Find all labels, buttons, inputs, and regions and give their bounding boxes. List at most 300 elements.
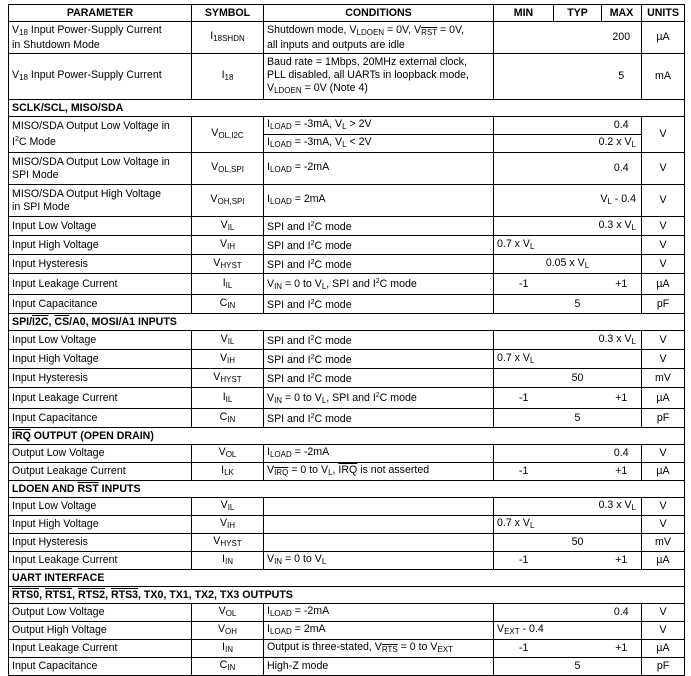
cond-sup: 2 [310,413,315,420]
param-text: I [12,136,15,148]
param-cell: Input Low Voltage [9,498,192,516]
symbol-sub: IL [227,336,235,346]
cond-text: < 2V [346,136,372,148]
symbol-sub: IL [227,503,235,512]
symbol-cell [192,409,264,428]
param-text: C Mode [18,136,56,148]
cond-sub: EXT [437,645,454,654]
max-sub: L [631,503,636,512]
symbol-cell [192,236,264,255]
cond-sub: IN [274,396,283,405]
typ-cell [554,604,602,622]
param-text: V [12,23,20,36]
unit-cell: mA [642,54,685,100]
section-title [9,428,685,445]
cond-text: Output is three-stated, V [267,641,382,653]
header-typ: TYP [554,5,602,22]
max-cell: 0.4 [602,153,642,185]
section-title: SCLK/SCL, MISO/SDA [9,100,685,117]
symbol-sub: IL [225,280,233,290]
symbol-sub: IN [224,557,233,566]
param-cell: Output High Voltage [9,622,192,640]
cond-text: PLL disabled, all UARTs in loopback mode, [267,69,469,81]
param-text: MISO/SDA Output Low Voltage in [12,155,170,168]
unit-cell: V [642,331,685,350]
max-cell [602,369,642,388]
symbol-text: V [220,332,228,345]
symbol-text: V [219,237,228,250]
row-ldoen-vih [9,516,685,534]
cond-text: I [267,136,270,148]
symbol-cell [192,445,264,463]
symbol-cell [192,552,264,570]
typ-cell: 5 [554,658,602,676]
param-cell: Input Leakage Current [9,388,192,409]
param-cell: Input Hysteresis [9,255,192,274]
row-spi-cin [9,409,685,428]
cond-text: C mode [314,259,352,271]
param-text: SPI Mode [12,168,59,181]
symbol-text: V [211,161,219,173]
cond-text: = -3mA, V [291,118,343,130]
cond-sub: L [342,140,347,149]
min-cell [494,498,554,516]
section-text: , [72,588,78,601]
symbol-cell [192,117,264,153]
cond-sub: LOAD [269,197,292,206]
symbol-sub: LK [224,468,234,477]
param-cell: Input Hysteresis [9,369,192,388]
unit-cell: µA [642,388,685,409]
section-text-overline: RTS1 [44,588,73,601]
param-text: Input Power-Supply Current [27,23,162,36]
section-uart-interface [9,570,685,587]
param-sub: 18 [19,27,28,37]
param-cell [9,54,192,100]
min-sub: L [529,355,535,365]
max-text: 0.3 x V [598,218,632,231]
conditions-cell [264,388,494,409]
max-cell: 5 [602,54,642,100]
max-text: 0.2 x V [598,136,632,148]
min-cell [494,331,554,350]
max-cell [554,135,642,153]
param-sub: 18 [19,73,28,82]
min-cell: -1 [494,388,554,409]
min-cell [494,658,554,676]
conditions-cell [264,622,494,640]
unit-cell: mV [642,369,685,388]
param-cell: Output Leakage Current [9,463,192,481]
cond-sub: L [321,396,327,405]
typ-cell [554,388,602,409]
cond-text: = 0 to V [397,641,438,653]
conditions-cell [264,369,494,388]
symbol-cell [192,658,264,676]
cond-text: Shutdown mode, V [267,23,357,36]
max-cell [602,534,642,552]
unit-cell: V [642,255,685,274]
cond-text: = -2mA [291,446,330,458]
min-cell [494,153,554,185]
section-text-overline: RTS3 [110,588,139,601]
unit-cell: V [642,153,685,185]
cond-text: = 2mA [291,623,326,635]
header-parameter: PARAMETER [9,5,192,22]
section-title [9,481,685,498]
min-cell [494,22,554,54]
header-max: MAX [602,5,642,22]
cond-text: , [332,464,339,476]
typ-text: 0.05 x V [545,256,585,269]
conditions-cell [264,409,494,428]
param-sup: 2 [14,136,19,143]
max-cell [554,331,642,350]
cond-text: SPI and I [267,259,311,271]
symbol-text: V [220,499,228,511]
cond-text: = 0V, [437,23,465,36]
symbol-sub: HYST [220,260,242,270]
min-cell [494,185,554,217]
param-cell: Input Leakage Current [9,640,192,658]
min-cell: -1 [494,640,554,658]
conditions-cell [264,117,494,135]
max-cell: 0.4 [602,445,642,463]
typ-sub: L [584,260,590,270]
section-text: , [105,588,111,601]
symbol-sub: HYST [220,374,242,384]
param-cell: Input Leakage Current [9,552,192,570]
max-text: 0.3 x V [598,499,632,511]
min-cell: -1 [494,552,554,570]
symbol-text: V [213,535,221,547]
symbol-text: I [222,390,226,403]
cond-text: , SPI and I [326,392,376,404]
cond-text: C mode [314,299,352,311]
cond-text: = -2mA [291,605,330,617]
conditions-cell: High-Z mode [264,658,494,676]
min-cell [494,445,554,463]
symbol-cell [192,534,264,552]
max-text: V [600,193,608,205]
typ-cell [494,255,642,274]
conditions-cell [264,640,494,658]
cond-sub: LDOEN [274,86,302,95]
symbol-text: V [219,517,228,529]
cond-text: = -2mA [291,161,330,173]
cond-sup: 2 [310,373,315,380]
symbol-text: I [221,464,225,476]
symbol-cell [192,22,264,54]
symbol-text: I [222,553,225,565]
symbol-cell [192,217,264,236]
row-rts-iin [9,640,685,658]
typ-cell: 5 [554,409,602,428]
typ-cell [554,640,602,658]
symbol-text: C [219,659,228,671]
symbol-cell [192,369,264,388]
max-sub: L [631,336,636,346]
section-text: /A0, MOSI/A1 INPUTS [69,315,177,328]
typ-cell [554,445,602,463]
max-text: 0.3 x V [598,332,632,345]
conditions-cell [264,135,494,153]
symbol-cell [192,622,264,640]
cond-sup: 2 [310,259,315,266]
conditions-cell [264,350,494,369]
symbol-sub: OL [225,609,237,618]
min-cell [494,604,554,622]
min-text: 0.7 x V [497,237,530,250]
symbol-cell [192,498,264,516]
cond-text: SPI and I [267,299,311,311]
unit-cell: V [642,604,685,622]
param-cell [9,185,192,217]
param-cell [9,22,192,54]
conditions-cell [264,185,494,217]
conditions-cell [264,153,494,185]
cond-text: I [267,623,270,635]
symbol-text: V [211,127,219,139]
min-cell [494,350,554,369]
symbol-text: V [217,623,226,635]
cond-sub: L [328,468,333,477]
min-cell [494,236,554,255]
cond-text: SPI and I [267,240,311,252]
section-text-overline: $\overline{CS}$ [54,315,70,328]
param-text: in Shutdown Mode [12,38,100,51]
row-rts-vol [9,604,685,622]
unit-cell: µA [642,463,685,481]
max-cell: 200 [602,22,642,54]
row-rts-cin [9,658,685,676]
cond-sub: LOAD [269,122,292,131]
header-conditions: CONDITIONS [264,5,494,22]
unit-cell: V [642,236,685,255]
cond-sub: LOAD [269,627,292,636]
section-text: , [39,588,45,601]
max-sub: L [631,222,636,232]
cond-text: C mode [314,413,352,425]
section-title [9,587,685,604]
symbol-cell [192,153,264,185]
min-cell [494,534,554,552]
cond-text: C mode [379,278,417,290]
section-text: LDOEN AND [12,482,78,495]
cond-text: SPI and I [267,373,311,385]
cond-text: C mode [314,240,352,252]
symbol-sub: OH,SPI [217,197,245,206]
symbol-text: C [219,296,228,309]
typ-cell [554,516,602,534]
symbol-sub: HYST [220,539,242,548]
max-sub: L [631,140,636,149]
unit-cell: V [642,622,685,640]
unit-cell: V [642,185,685,217]
section-text: SPI/ [12,315,33,328]
param-text: V [12,69,20,81]
unit-cell: µA [642,640,685,658]
cond-text: C mode [314,335,352,347]
symbol-sub: OL [225,450,237,459]
cond-text: C mode [314,354,352,366]
typ-cell [554,54,602,100]
typ-cell [554,153,602,185]
symbol-cell [192,185,264,217]
max-cell [602,516,642,534]
min-cell: -1 [494,274,554,295]
symbol-cell [192,274,264,295]
param-cell: Input Hysteresis [9,534,192,552]
conditions-cell [264,604,494,622]
min-cell [494,516,554,534]
cond-sub: LOAD [269,140,292,149]
min-text: 0.7 x V [497,517,530,529]
typ-cell: 5 [554,295,602,314]
symbol-text: V [213,256,221,269]
max-cell: 0.4 [602,604,642,622]
symbol-text: V [218,605,226,617]
max-cell [602,295,642,314]
symbol-text: V [210,193,218,205]
cond-text: SPI and I [267,335,311,347]
row-ldoen-vhyst [9,534,685,552]
typ-cell [554,22,602,54]
max-cell: +1 [602,640,642,658]
row-sclk-vih [9,236,685,255]
symbol-sub: IL [225,394,233,404]
symbol-text: I [221,69,225,81]
section-title: UART INTERFACE [9,570,685,587]
header-units: UNITS [642,5,685,22]
section-text-overline: RTS0 [12,588,40,601]
section-rts-tx-outputs [9,587,685,604]
min-text: - 0.4 [519,623,544,635]
cond-text: Baud rate = 1Mbps, 20MHz external clock, [267,56,467,68]
unit-cell: V [642,117,685,153]
row-spi-iil [9,388,685,409]
cond-text: I [267,193,270,205]
symbol-cell [192,255,264,274]
symbol-text: I [210,30,214,42]
unit-cell: V [642,217,685,236]
min-text: 0.7 x V [497,351,530,364]
max-cell: 0.4 [602,117,642,135]
section-text-overline: $\overline{IRQ}$ [12,429,31,442]
symbol-cell [192,295,264,314]
conditions-cell [264,255,494,274]
max-cell [602,622,642,640]
max-cell [602,236,642,255]
param-cell: Input Low Voltage [9,331,192,350]
symbol-cell [192,604,264,622]
conditions-cell [264,498,494,516]
max-cell: +1 [602,274,642,295]
cond-text: = 0V, V [384,23,422,36]
param-cell: Output Low Voltage [9,604,192,622]
symbol-sub: IH [227,355,236,365]
row-v18-active-current [9,54,685,100]
cond-sup: 2 [310,354,315,361]
typ-cell: 50 [554,369,602,388]
row-sclk-vil [9,217,685,236]
section-text-overline: $\overline{RST}$ [77,482,99,495]
row-spi-vhyst [9,369,685,388]
max-cell [602,409,642,428]
cond-text: V [267,278,275,290]
cond-text: I [267,446,270,458]
symbol-cell [192,350,264,369]
min-cell [494,369,554,388]
max-cell [554,217,642,236]
row-v18-shutdown-current [9,22,685,54]
cond-text: = 0 to V [282,553,322,565]
section-sclk-miso [9,100,685,117]
row-ldoen-iin [9,552,685,570]
cond-sub-overline: IRQ [274,468,289,477]
cond-text: SPI and I [267,221,311,233]
cond-text: = 0 to V [288,464,329,476]
cond-sub: IN [274,557,283,566]
cond-sub: IN [274,282,283,291]
unit-cell: µA [642,552,685,570]
cond-text: C mode [314,373,352,385]
section-text-overline: I2C [32,315,49,328]
param-cell: Input Capacitance [9,409,192,428]
row-ldoen-vil [9,498,685,516]
min-cell [494,135,554,153]
cond-text: C mode [314,221,352,233]
typ-cell: 50 [554,534,602,552]
section-spi-inputs [9,314,685,331]
cond-sub-overline: RTS [381,645,398,654]
max-cell: +1 [602,463,642,481]
cond-text: = 0 to V [282,278,322,290]
conditions-cell [264,295,494,314]
cond-text: V [267,464,275,476]
cond-text: I [267,118,270,130]
cond-text: = 0V (Note 4) [301,82,368,94]
cond-text: > 2V [346,118,372,130]
symbol-sub: OH [225,627,238,636]
symbol-sub: IH [227,521,236,530]
max-cell [554,185,642,217]
row-miso-vol-spi [9,153,685,185]
cond-text: V [267,82,275,94]
symbol-text: V [218,446,226,458]
symbol-cell [192,331,264,350]
unit-cell: µA [642,274,685,295]
section-text: , [48,315,55,328]
conditions-cell [264,236,494,255]
min-sub: L [529,521,535,530]
row-irq-ilk [9,463,685,481]
row-spi-vih [9,350,685,369]
unit-cell: µA [642,22,685,54]
symbol-sub: IH [227,241,236,251]
row-sclk-cin [9,295,685,314]
typ-cell [554,117,602,135]
max-cell: +1 [602,552,642,570]
header-min: MIN [494,5,554,22]
max-cell [602,658,642,676]
section-title [9,314,685,331]
max-text: - 0.4 [611,193,636,205]
cond-text: V [267,553,275,565]
cond-text: is not asserted [357,464,430,476]
row-sclk-vhyst [9,255,685,274]
symbol-sub: OL,SPI [218,165,244,174]
